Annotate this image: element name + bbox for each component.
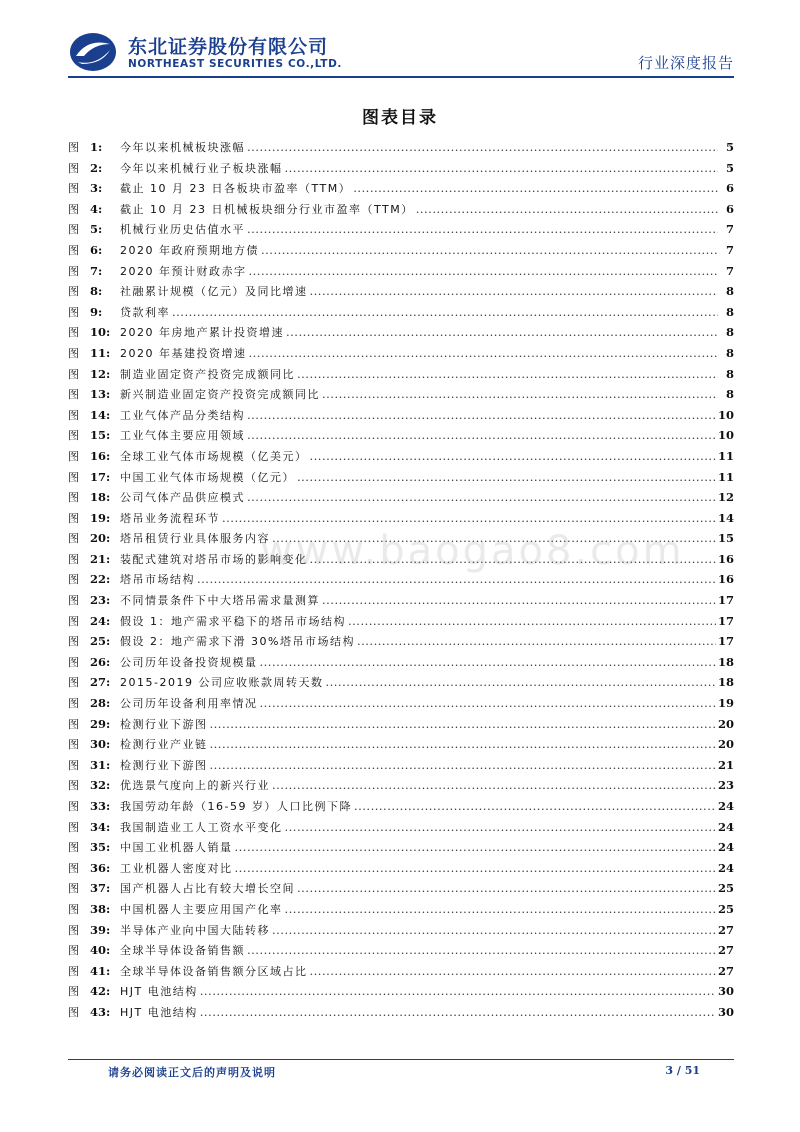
figure-title: 贷款利率 <box>120 305 170 319</box>
figure-title: 2020 年政府预期地方债 <box>120 243 259 257</box>
figure-label: 图 <box>68 470 79 484</box>
figure-title: 半导体产业向中国大陆转移 <box>120 923 270 937</box>
figure-number: 6: <box>90 242 103 257</box>
dot-leader <box>222 508 716 529</box>
page-number: 27 <box>717 963 734 978</box>
figure-title: 检测行业下游图 <box>120 758 208 772</box>
figure-number: 38: <box>90 901 111 916</box>
dot-leader <box>325 672 716 693</box>
figure-label: 图 <box>68 202 79 216</box>
figure-title: HJT 电池结构 <box>120 985 198 999</box>
figure-number: 2: <box>90 160 103 175</box>
toc-entry[interactable] <box>68 940 734 961</box>
figure-title: 全球半导体设备销售额 <box>120 944 245 958</box>
figure-title: 工业气体主要应用领域 <box>120 429 245 443</box>
toc-entry[interactable] <box>68 1002 734 1023</box>
page-number: 30 <box>717 1004 734 1019</box>
dot-leader <box>322 590 716 611</box>
figure-number: 36: <box>90 860 111 875</box>
figure-label: 图 <box>68 285 79 299</box>
figure-number: 19: <box>90 510 111 525</box>
page-number: 16 <box>717 572 734 587</box>
figure-title: 全球工业气体市场规模（亿美元） <box>120 449 308 463</box>
figure-label: 图 <box>68 594 79 608</box>
figure-label: 图 <box>68 944 79 958</box>
dot-leader <box>210 755 716 776</box>
figure-label: 图 <box>68 614 79 628</box>
figure-number: 14: <box>90 407 111 422</box>
figure-title: 我国劳动年龄（16-59 岁）人口比例下降 <box>120 800 352 813</box>
figure-title: 2020 年预计财政赤字 <box>120 264 247 278</box>
dot-leader <box>235 858 716 879</box>
page-number: 24 <box>717 840 734 855</box>
toc-entry[interactable] <box>68 487 734 508</box>
figure-label: 图 <box>68 532 79 546</box>
page-number: 21 <box>717 757 734 772</box>
footer-divider <box>68 1059 734 1060</box>
figure-label: 图 <box>68 326 79 340</box>
figure-title: 塔吊租赁行业具体服务内容 <box>120 532 270 546</box>
dot-leader <box>286 322 718 343</box>
figure-title: 塔吊业务流程环节 <box>120 511 220 525</box>
figure-label: 图 <box>68 717 79 731</box>
page-title: 图表目录 <box>362 108 438 128</box>
figure-title: 2020 年基建投资增速 <box>120 346 247 360</box>
page-number: 5 <box>725 160 734 175</box>
page-number: 8 <box>725 366 734 381</box>
figure-label: 图 <box>68 264 79 278</box>
figure-number: 39: <box>90 922 111 937</box>
toc-entry[interactable] <box>68 961 734 982</box>
toc-entry[interactable] <box>68 446 734 467</box>
page-number: 7 <box>725 242 734 257</box>
figure-title: HJT 电池结构 <box>120 1005 198 1019</box>
toc-entry[interactable] <box>68 631 734 652</box>
toc-entry[interactable] <box>68 693 734 714</box>
toc-entry[interactable] <box>68 920 734 941</box>
page-number: 18 <box>717 654 734 669</box>
page-indicator: 3 / 51 <box>665 1064 700 1077</box>
dot-leader <box>200 981 716 1002</box>
dot-leader <box>247 405 716 426</box>
company-logo-icon <box>68 30 118 74</box>
page-number: 15 <box>717 531 734 546</box>
figure-number: 12: <box>90 366 111 381</box>
dot-leader <box>197 569 716 590</box>
figure-title: 检测行业产业链 <box>120 738 208 752</box>
figure-number: 3: <box>90 181 103 196</box>
toc-entry[interactable] <box>68 199 734 220</box>
figure-label: 图 <box>68 635 79 649</box>
figure-title: 优选景气度向上的新兴行业 <box>120 779 270 793</box>
figure-label: 图 <box>68 141 79 154</box>
dot-leader <box>297 364 718 385</box>
figure-number: 27: <box>90 675 111 690</box>
page-number: 8 <box>725 345 734 360</box>
figure-label: 图 <box>68 243 79 257</box>
figure-number: 42: <box>90 984 111 999</box>
figure-number: 15: <box>90 428 111 443</box>
dot-leader <box>272 775 716 796</box>
footer-disclaimer: 请务必阅读正文后的声明及说明 <box>108 1066 276 1079</box>
figure-label: 图 <box>68 697 79 711</box>
figure-label: 图 <box>68 923 79 937</box>
dot-leader <box>322 384 718 405</box>
dot-leader <box>210 734 716 755</box>
header-divider <box>68 76 734 78</box>
page-number: 20 <box>717 716 734 731</box>
figure-label: 图 <box>68 1005 79 1019</box>
figure-label: 图 <box>68 223 79 237</box>
dot-leader <box>247 219 718 240</box>
toc-entry[interactable] <box>68 569 734 590</box>
figure-label: 图 <box>68 182 79 196</box>
toc-entry[interactable] <box>68 261 734 282</box>
dot-leader <box>272 528 716 549</box>
dot-leader <box>310 549 716 570</box>
toc-entry[interactable] <box>68 467 734 488</box>
figure-number: 31: <box>90 757 111 772</box>
figure-toc-list <box>68 137 734 1023</box>
figure-label: 图 <box>68 449 79 463</box>
page-number: 17 <box>717 593 734 608</box>
toc-entry[interactable] <box>68 858 734 879</box>
toc-entry[interactable] <box>68 158 734 179</box>
figure-title: 制造业固定资产投资完成额同比 <box>120 367 295 381</box>
toc-entry[interactable] <box>68 796 734 817</box>
figure-number: 7: <box>90 263 103 278</box>
dot-leader <box>235 837 716 858</box>
figure-number: 17: <box>90 469 111 484</box>
page-number: 11 <box>717 469 734 484</box>
dot-leader <box>357 631 716 652</box>
figure-number: 34: <box>90 819 111 834</box>
figure-title: 机械行业历史估值水平 <box>120 223 245 237</box>
dot-leader <box>285 899 716 920</box>
dot-leader <box>348 611 716 632</box>
figure-number: 43: <box>90 1004 111 1019</box>
dot-leader <box>297 467 716 488</box>
figure-label: 图 <box>68 305 79 319</box>
page-number: 17 <box>717 634 734 649</box>
toc-entry[interactable] <box>68 899 734 920</box>
figure-number: 18: <box>90 490 111 505</box>
figure-title: 塔吊市场结构 <box>120 573 195 587</box>
toc-entry[interactable] <box>68 817 734 838</box>
toc-entry[interactable] <box>68 508 734 529</box>
dot-leader <box>210 714 716 735</box>
toc-entry[interactable] <box>68 528 734 549</box>
figure-number: 11: <box>90 345 111 360</box>
dot-leader <box>249 261 719 282</box>
figure-number: 35: <box>90 840 111 855</box>
page-number: 8 <box>725 304 734 319</box>
page-number: 24 <box>717 860 734 875</box>
page-number: 14 <box>717 510 734 525</box>
figure-label: 图 <box>68 573 79 587</box>
toc-entry[interactable] <box>68 837 734 858</box>
figure-number: 22: <box>90 572 111 587</box>
figure-label: 图 <box>68 985 79 999</box>
dot-leader <box>310 281 719 302</box>
toc-entry[interactable] <box>68 652 734 673</box>
page-number: 6 <box>725 201 734 216</box>
figure-number: 26: <box>90 654 111 669</box>
dot-leader <box>416 199 718 220</box>
figure-label: 图 <box>68 758 79 772</box>
figure-title: 今年以来机械行业子板块涨幅 <box>120 161 283 175</box>
page-number: 27 <box>717 943 734 958</box>
figure-label: 图 <box>68 800 79 813</box>
toc-entry[interactable] <box>68 611 734 632</box>
page-number: 18 <box>717 675 734 690</box>
page-number: 30 <box>717 984 734 999</box>
figure-label: 图 <box>68 367 79 381</box>
dot-leader <box>247 425 716 446</box>
toc-entry[interactable] <box>68 755 734 776</box>
figure-number: 20: <box>90 531 111 546</box>
figure-number: 25: <box>90 634 111 649</box>
page-number: 8 <box>725 325 734 340</box>
company-name-en: NORTHEAST SECURITIES CO.,LTD. <box>128 58 342 70</box>
page-number: 7 <box>725 222 734 237</box>
figure-number: 10: <box>90 325 111 340</box>
page-number: 20 <box>717 737 734 752</box>
toc-entry[interactable] <box>68 549 734 570</box>
page-number: 6 <box>725 181 734 196</box>
figure-label: 图 <box>68 388 79 402</box>
figure-number: 33: <box>90 799 111 813</box>
dot-leader <box>261 240 718 261</box>
figure-title: 公司历年设备投资规模量 <box>120 655 258 669</box>
toc-entry[interactable] <box>68 343 734 364</box>
dot-leader <box>310 961 716 982</box>
toc-entry[interactable] <box>68 302 734 323</box>
toc-entry[interactable] <box>68 734 734 755</box>
figure-label: 图 <box>68 511 79 525</box>
figure-title: 我国制造业工人工资水平变化 <box>120 820 283 834</box>
page-number: 23 <box>717 778 734 793</box>
figure-label: 图 <box>68 552 79 566</box>
page-number: 17 <box>717 613 734 628</box>
figure-label: 图 <box>68 161 79 175</box>
figure-number: 40: <box>90 943 111 958</box>
toc-entry[interactable] <box>68 878 734 899</box>
toc-entry[interactable] <box>68 775 734 796</box>
figure-title: 2020 年房地产累计投资增速 <box>120 326 284 340</box>
figure-number: 24: <box>90 613 111 628</box>
figure-title: 新兴制造业固定资产投资完成额同比 <box>120 388 320 402</box>
toc-entry[interactable] <box>68 590 734 611</box>
toc-entry[interactable] <box>68 137 734 158</box>
figure-number: 16: <box>90 448 111 463</box>
figure-label: 图 <box>68 964 79 978</box>
page-number: 8 <box>725 284 734 299</box>
dot-leader <box>260 693 716 714</box>
toc-entry[interactable] <box>68 281 734 302</box>
figure-title: 社融累计规模（亿元）及同比增速 <box>120 285 308 299</box>
figure-title: 假设 1：地产需求平稳下的塔吊市场结构 <box>120 614 346 628</box>
toc-entry[interactable] <box>68 240 734 261</box>
dot-leader <box>247 940 716 961</box>
page-number: 8 <box>725 387 734 402</box>
figure-title: 检测行业下游图 <box>120 717 208 731</box>
toc-entry[interactable] <box>68 981 734 1002</box>
dot-leader <box>285 158 719 179</box>
toc-entry[interactable] <box>68 322 734 343</box>
page-number: 10 <box>717 407 734 422</box>
figure-label: 图 <box>68 491 79 505</box>
figure-title: 2015-2019 公司应收账款周转天数 <box>120 676 324 690</box>
figure-label: 图 <box>68 882 79 896</box>
figure-label: 图 <box>68 429 79 443</box>
dot-leader <box>285 817 716 838</box>
figure-number: 37: <box>90 881 111 896</box>
figure-title: 中国工业气体市场规模（亿元） <box>120 470 295 484</box>
dot-leader <box>310 446 716 467</box>
watermark: www.baogao8.com <box>260 528 685 574</box>
figure-label: 图 <box>68 902 79 916</box>
page-header <box>68 30 734 76</box>
figure-number: 41: <box>90 963 111 978</box>
page-number: 24 <box>717 819 734 834</box>
figure-title: 全球半导体设备销售额分区域占比 <box>120 964 308 978</box>
dot-leader <box>272 920 716 941</box>
figure-title: 国产机器人占比有较大增长空间 <box>120 882 295 896</box>
figure-number: 32: <box>90 778 111 793</box>
page-number: 12 <box>717 490 734 505</box>
figure-title: 截止 10 月 23 日机械板块细分行业市盈率（TTM） <box>120 202 414 216</box>
figure-label: 图 <box>68 408 79 422</box>
page-number: 25 <box>717 901 734 916</box>
toc-entry[interactable] <box>68 178 734 199</box>
page-number: 25 <box>717 881 734 896</box>
figure-title: 工业机器人密度对比 <box>120 861 233 875</box>
toc-entry[interactable] <box>68 425 734 446</box>
figure-number: 23: <box>90 593 111 608</box>
figure-title: 公司历年设备利用率情况 <box>120 697 258 711</box>
page-number: 19 <box>717 696 734 711</box>
figure-number: 5: <box>90 222 103 237</box>
figure-title: 装配式建筑对塔吊市场的影响变化 <box>120 552 308 566</box>
figure-number: 21: <box>90 551 111 566</box>
dot-leader <box>297 878 716 899</box>
figure-number: 8: <box>90 284 103 299</box>
figure-title: 中国机器人主要应用国产化率 <box>120 902 283 916</box>
figure-label: 图 <box>68 738 79 752</box>
report-type: 行业深度报告 <box>637 54 734 72</box>
toc-entry[interactable] <box>68 219 734 240</box>
figure-label: 图 <box>68 861 79 875</box>
dot-leader <box>249 343 719 364</box>
figure-title: 中国工业机器人销量 <box>120 841 233 855</box>
figure-title: 工业气体产品分类结构 <box>120 408 245 422</box>
toc-entry[interactable] <box>68 714 734 735</box>
company-name-cn: 东北证券股份有限公司 <box>128 36 329 58</box>
figure-title: 不同情景条件下中大塔吊需求量测算 <box>120 594 320 608</box>
figure-label: 图 <box>68 655 79 669</box>
page-number: 7 <box>725 263 734 278</box>
figure-label: 图 <box>68 820 79 834</box>
page-number: 16 <box>717 551 734 566</box>
figure-title: 公司气体产品供应模式 <box>120 491 245 505</box>
figure-label: 图 <box>68 676 79 690</box>
dot-leader <box>353 178 718 199</box>
page-number: 11 <box>717 448 734 463</box>
toc-entry[interactable] <box>68 672 734 693</box>
figure-number: 29: <box>90 716 111 731</box>
toc-entry[interactable] <box>68 364 734 385</box>
dot-leader <box>247 487 716 508</box>
figure-number: 9: <box>90 304 103 319</box>
figure-label: 图 <box>68 779 79 793</box>
dot-leader <box>260 652 716 673</box>
figure-number: 1: <box>90 140 103 154</box>
dot-leader <box>247 137 718 158</box>
toc-entry[interactable] <box>68 384 734 405</box>
dot-leader <box>354 796 716 817</box>
figure-title: 假设 2：地产需求下滑 30%塔吊市场结构 <box>120 635 355 649</box>
page-number: 24 <box>717 799 734 813</box>
figure-title: 截止 10 月 23 日各板块市盈率（TTM） <box>120 182 352 196</box>
toc-entry[interactable] <box>68 405 734 426</box>
figure-number: 28: <box>90 696 111 711</box>
figure-number: 4: <box>90 201 103 216</box>
figure-label: 图 <box>68 841 79 855</box>
page-number: 10 <box>717 428 734 443</box>
dot-leader <box>172 302 718 323</box>
figure-number: 30: <box>90 737 111 752</box>
figure-label: 图 <box>68 346 79 360</box>
dot-leader <box>200 1002 716 1023</box>
page-number: 5 <box>725 140 734 154</box>
figure-number: 13: <box>90 387 111 402</box>
page-number: 27 <box>717 922 734 937</box>
figure-title: 今年以来机械板块涨幅 <box>120 141 245 154</box>
